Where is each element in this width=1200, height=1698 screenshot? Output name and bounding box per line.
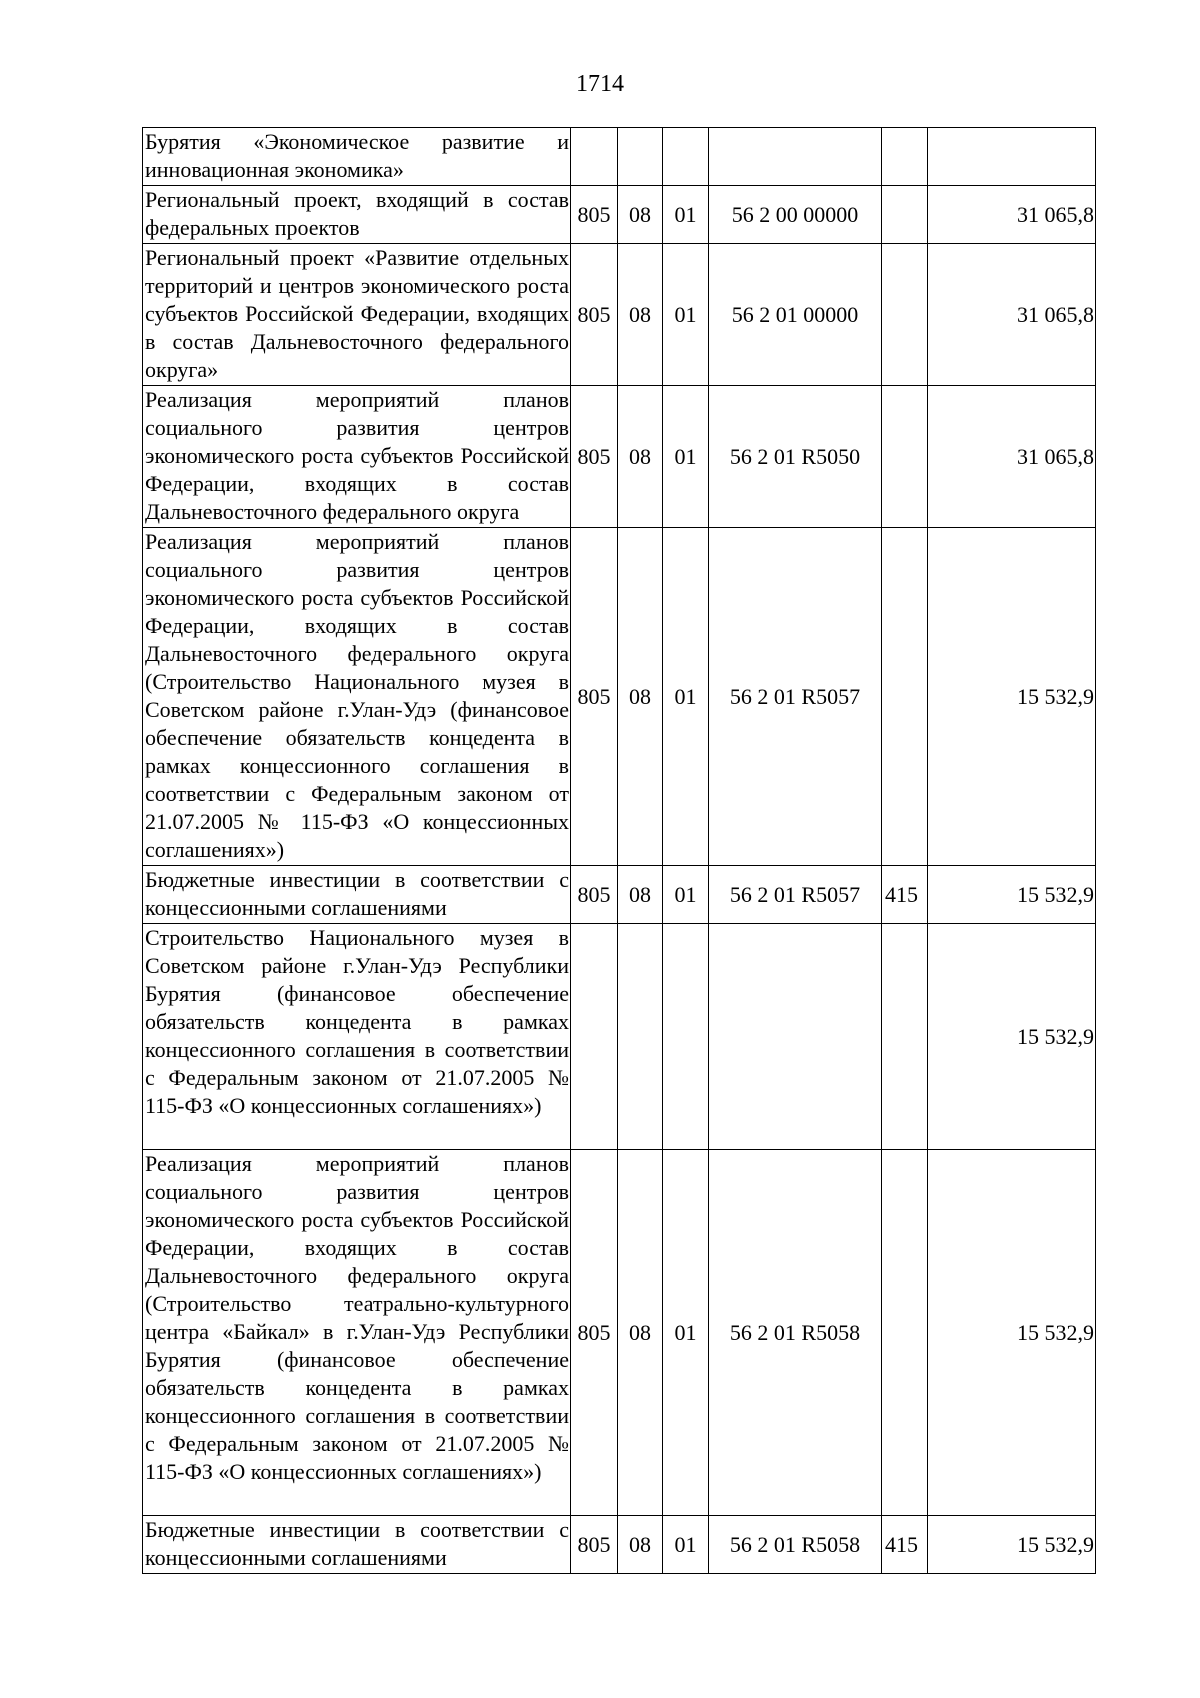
- subsection-code: 01: [663, 244, 709, 386]
- subsection-code: 01: [663, 528, 709, 866]
- amount: 31 065,8: [928, 244, 1096, 386]
- target-article-code: 56 2 01 R5058: [709, 1150, 882, 1516]
- ministry-code: 805: [571, 1516, 618, 1574]
- amount: 15 532,9: [928, 1516, 1096, 1574]
- expense-type-code: [882, 528, 928, 866]
- table-row: [143, 186, 1096, 244]
- table-row: [143, 1516, 1096, 1574]
- ministry-code: 805: [571, 1150, 618, 1516]
- row-description: Строительство Национального музея в Советском районе г.Улан-Удэ Республики Бурятия (финансовое обеспечение обязательств концедента в рамках концессионного соглашения в соответствии с Федеральным законом от 21.07.2005 № 115-ФЗ «О концессионных соглашениях»): [143, 924, 571, 1150]
- amount: [928, 128, 1096, 186]
- ministry-code: 805: [571, 186, 618, 244]
- target-article-code: 56 2 01 R5057: [709, 528, 882, 866]
- target-article-code: [709, 924, 882, 1150]
- expense-type-code: [882, 1150, 928, 1516]
- expense-type-code: [882, 244, 928, 386]
- section-code: 08: [618, 528, 663, 866]
- row-description: Бурятия «Экономическое развитие и инновационная экономика»: [143, 128, 571, 186]
- expense-type-code: [882, 924, 928, 1150]
- amount: 15 532,9: [928, 866, 1096, 924]
- expense-type-code: [882, 128, 928, 186]
- row-description: Реализация мероприятий планов социального развития центров экономического роста субъектов Российской Федерации, входящих в состав Дальневосточного федерального округа: [143, 386, 571, 528]
- expense-type-code: 415: [882, 866, 928, 924]
- amount: 31 065,8: [928, 186, 1096, 244]
- budget-table: [142, 127, 1096, 1574]
- subsection-code: 01: [663, 186, 709, 244]
- subsection-code: [663, 924, 709, 1150]
- row-description: Реализация мероприятий планов социального развития центров экономического роста субъектов Российской Федерации, входящих в состав Дальневосточного федерального округа (Строительство театрально-культурного центра «Байкал» в г.Улан-Удэ Республики Бурятия (финансовое обеспечение обязательств концедента в рамках концессионного соглашения в соответствии с Федеральным законом от 21.07.2005 № 115-ФЗ «О концессионных соглашениях»): [143, 1150, 571, 1516]
- subsection-code: 01: [663, 386, 709, 528]
- expense-type-code: [882, 386, 928, 528]
- section-code: [618, 924, 663, 1150]
- amount: 31 065,8: [928, 386, 1096, 528]
- ministry-code: 805: [571, 866, 618, 924]
- ministry-code: [571, 128, 618, 186]
- page-number: 1714: [576, 71, 624, 97]
- section-code: 08: [618, 244, 663, 386]
- section-code: 08: [618, 866, 663, 924]
- ministry-code: 805: [571, 244, 618, 386]
- target-article-code: 56 2 01 R5058: [709, 1516, 882, 1574]
- expense-type-code: [882, 186, 928, 244]
- amount: 15 532,9: [928, 1150, 1096, 1516]
- table-row: [143, 866, 1096, 924]
- target-article-code: 56 2 01 00000: [709, 244, 882, 386]
- table-row: [143, 924, 1096, 1150]
- row-description: Региональный проект «Развитие отдельных территорий и центров экономического роста субъектов Российской Федерации, входящих в состав Дальневосточного федерального округа»: [143, 244, 571, 386]
- table-row: [143, 386, 1096, 528]
- section-code: 08: [618, 1150, 663, 1516]
- ministry-code: [571, 924, 618, 1150]
- row-description: Реализация мероприятий планов социального развития центров экономического роста субъектов Российской Федерации, входящих в состав Дальневосточного федерального округа (Строительство Национального музея в Советском районе г.Улан-Удэ (финансовое обеспечение обязательств концедента в рамках концессионного соглашения в соответствии с Федеральным законом от 21.07.2005 № 115-ФЗ «О концессионных соглашениях»): [143, 528, 571, 866]
- section-code: 08: [618, 386, 663, 528]
- target-article-code: 56 2 00 00000: [709, 186, 882, 244]
- row-description: Региональный проект, входящий в состав федеральных проектов: [143, 186, 571, 244]
- table-row: [143, 244, 1096, 386]
- subsection-code: 01: [663, 866, 709, 924]
- target-article-code: 56 2 01 R5050: [709, 386, 882, 528]
- amount: 15 532,9: [928, 528, 1096, 866]
- table-row: [143, 128, 1096, 186]
- table-row: [143, 528, 1096, 866]
- subsection-code: [663, 128, 709, 186]
- expense-type-code: 415: [882, 1516, 928, 1574]
- ministry-code: 805: [571, 386, 618, 528]
- section-code: 08: [618, 1516, 663, 1574]
- amount: 15 532,9: [928, 924, 1096, 1150]
- subsection-code: 01: [663, 1150, 709, 1516]
- ministry-code: 805: [571, 528, 618, 866]
- row-description: Бюджетные инвестиции в соответствии с концессионными соглашениями: [143, 866, 571, 924]
- target-article-code: [709, 128, 882, 186]
- table-row: [143, 1150, 1096, 1516]
- row-description: Бюджетные инвестиции в соответствии с концессионными соглашениями: [143, 1516, 571, 1574]
- section-code: 08: [618, 186, 663, 244]
- section-code: [618, 128, 663, 186]
- subsection-code: 01: [663, 1516, 709, 1574]
- target-article-code: 56 2 01 R5057: [709, 866, 882, 924]
